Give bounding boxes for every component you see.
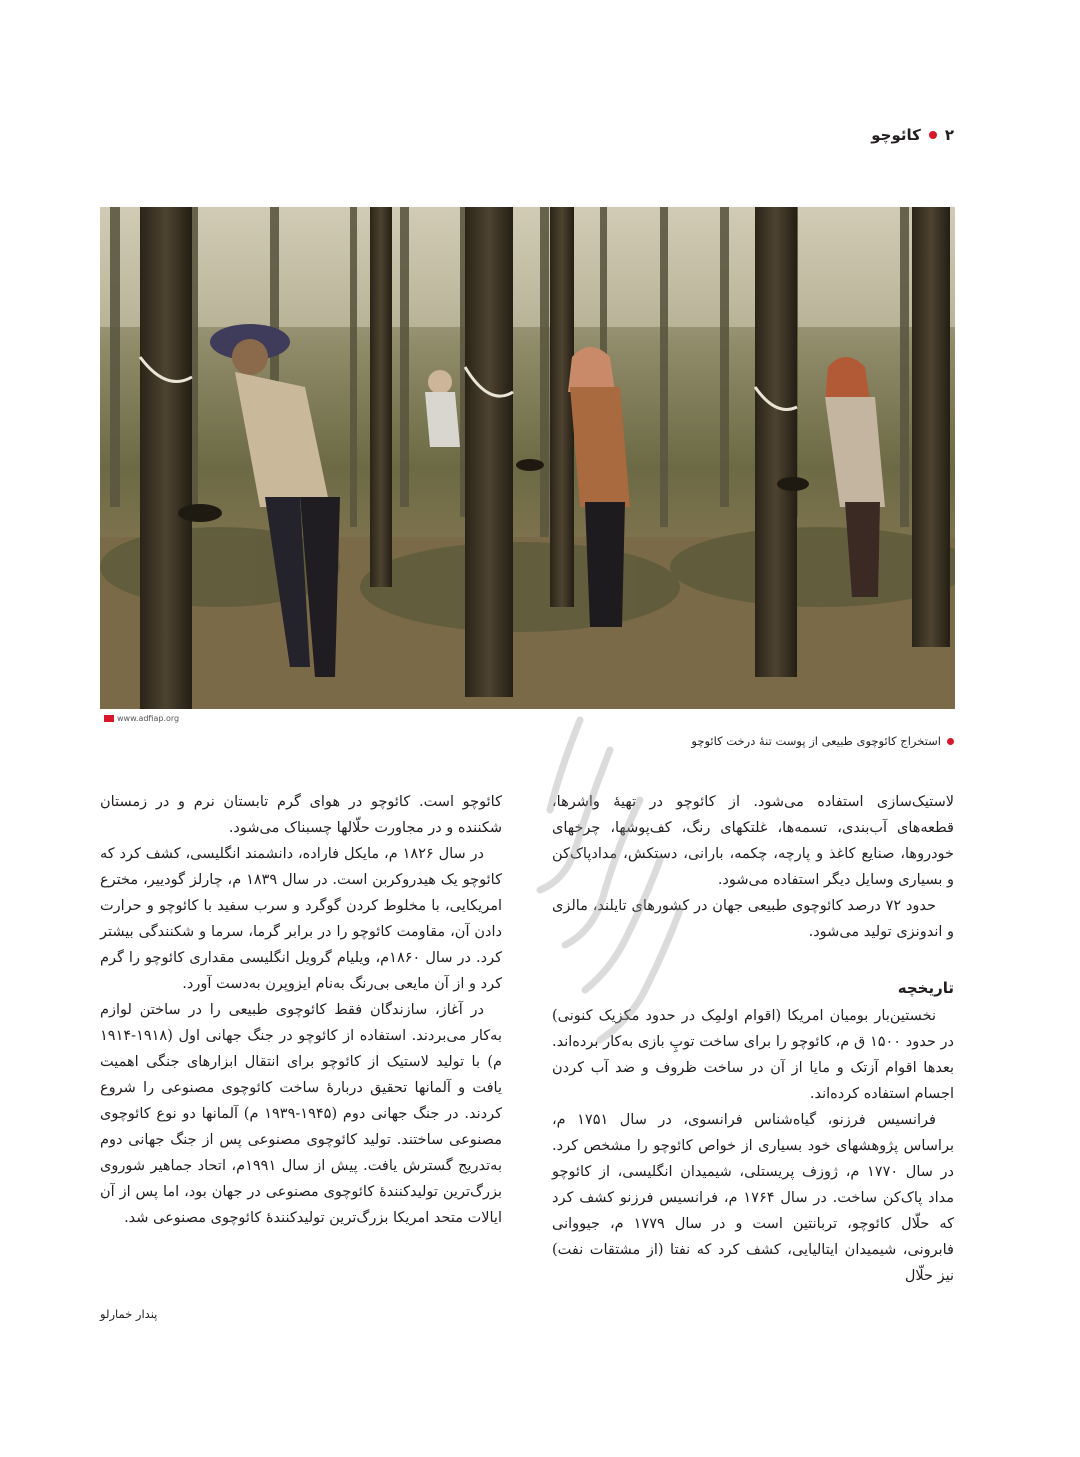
- text-column-right: [552, 789, 954, 1289]
- section-heading: تاریخچه: [897, 979, 954, 997]
- text-column-left: [100, 789, 502, 1231]
- author-name: پندار خمارلو: [100, 1307, 158, 1321]
- photo-credit-text: www.adfiap.org: [117, 714, 180, 723]
- paragraph: در سال ۱۸۲۶ م، مایکل فاراده، دانشمند انگلیسی، کشف کرد که کائوچو یک هیدروکربن است. در سال ۱۸۳۹ م، چارلز گودییر، مخترع امریکایی، با مخلوط کردن گوگرد و سرب سفید با کائوچو و حرارت دادن آن، مقاومت کائوچو را در برابر گرما، سرما و شکنندگی بیشتر کرد. در سال ۱۸۶۰م، ویلیام گرویل انگلیسی مقداری کائوچو را گرم کرد و از آن مایعی بی‌رنگ به‌نام ایزوپرن به‌دست آورد.: [100, 846, 503, 992]
- bullet-dot-icon: [947, 738, 954, 745]
- source-logo-icon: [104, 715, 114, 722]
- photo-caption: [554, 734, 954, 748]
- paragraph: حدود ۷۲ درصد کائوچوی طبیعی جهان در کشورهای تایلند، مالزی و اندونزی تولید می‌شود.: [552, 898, 954, 940]
- photo-caption-text: استخراج کائوچوی طبیعی از پوست تنهٔ درخت کائوچو: [691, 734, 941, 748]
- page-number: ۲: [944, 126, 954, 144]
- paragraph: فرانسیس فرزنو، گیاه‌شناس فرانسوی، در سال ۱۷۵۱ م، براساس پژوهشهای خود بسیاری از خواص کائوچو را مشخص کرد. در سال ۱۷۷۰ م، ژوزف پریستلی، شیمیدان انگلیسی، از کائوچو مداد پاک‌کن ساخت. در سال ۱۷۶۴ م، فرانسیس فرزنو کشف کرد که حلّال کائوچو، تربانتین است و در سال ۱۷۷۹ م، جیووانی فابرونی، شیمیدان ایتالیایی، کشف کرد که نفتا (از مشتقات نفت) نیز حلّال: [552, 1112, 955, 1284]
- bullet-dot-icon: [929, 131, 937, 139]
- page-header: [871, 126, 954, 144]
- page-title: کائوچو: [871, 126, 921, 144]
- photo-credit: [104, 714, 179, 723]
- paragraph: لاستیک‌سازی استفاده می‌شود. از کائوچو در تهیهٔ واشرها، قطعه‌های آب‌بندی، تسمه‌ها، غلتکهای رنگ، کف‌پوشها، چرخهای خودروها، صنایع کاغذ و پارچه، چکمه، بارانی، دستکش، مدادپاک‌کن و بسیاری وسایل دیگر استفاده می‌شود.: [552, 794, 954, 888]
- paragraph: نخستین‌بار بومیان امریکا (اقوام اولمِک در حدود مکزیک کنونی) در حدود ۱۵۰۰ ق م، کائوچو را برای ساخت توپِ بازی به‌کار برده‌اند. بعدها اقوام آزتک و مایا از آن در ساخت ظروف و ضد آب کردن اجسام استفاده کرده‌اند.: [552, 1008, 954, 1102]
- paragraph: در آغاز، سازندگان فقط کائوچوی طبیعی را در ساختن لوازم به‌کار می‌بردند. استفاده از کائوچو در جنگ جهانی اول (۱۹۱۸-۱۹۱۴ م) با تولید لاستیک از کائوچو برای انتقال ابزارهای جنگی اهمیت یافت و آلمانها تحقیق دربارهٔ ساخت کائوچوی مصنوعی را شروع کردند. در جنگ جهانی دوم (۱۹۴۵-۱۹۳۹ م) آلمانها دو نوع کائوچوی مصنوعی ساختند. تولید کائوچوی مصنوعی پس از جنگ جهانی دوم به‌تدریج گسترش یافت. پیش از سال ۱۹۹۱م، اتحاد جماهیر شوروی بزرگ‌ترین تولیدکنندهٔ کائوچوی مصنوعی در جهان بود، اما پس از آن ایالات متحد امریکا بزرگ‌ترین تولیدکنندهٔ کائوچوی مصنوعی شد.: [100, 1002, 503, 1226]
- photo-illustration: [100, 207, 955, 709]
- paragraph: کائوچو است. کائوچو در هوای گرم تابستان نرم و در زمستان شکننده و در مجاورت حلّالها چسبناک می‌شود.: [100, 794, 502, 836]
- rubber-tapping-photo: [100, 207, 955, 709]
